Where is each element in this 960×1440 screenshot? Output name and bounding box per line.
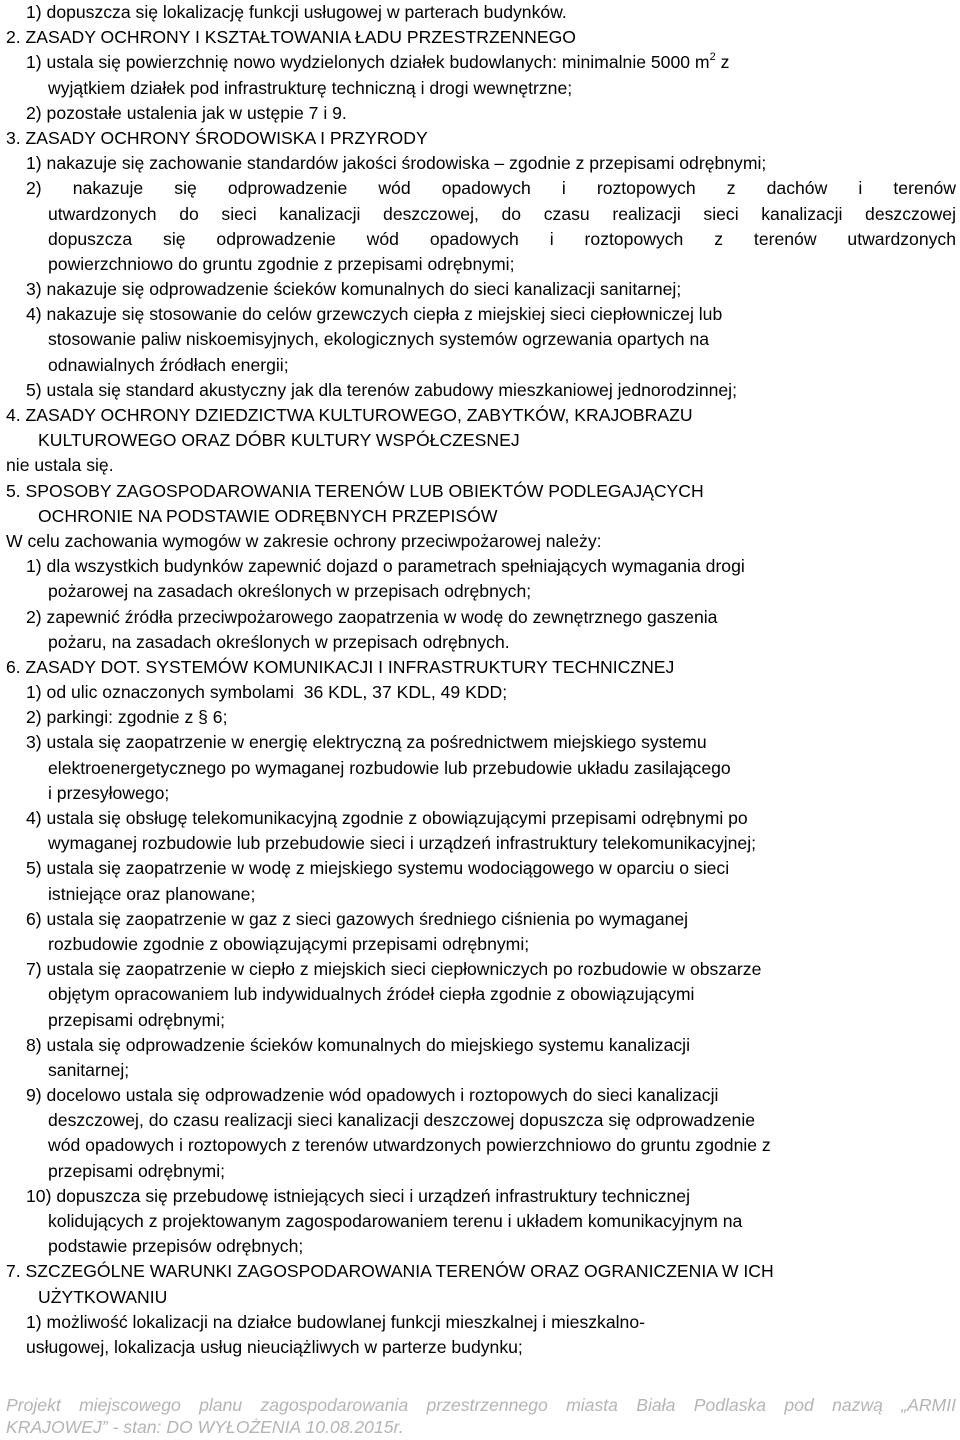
- text-line: W celu zachowania wymogów w zakresie ochrony przeciwpożarowej należy:: [6, 530, 602, 551]
- text-line: powierzchniowo do gruntu zgodnie z przepisami odrębnymi;: [48, 253, 515, 274]
- footer-line: Projekt miejscowego planu zagospodarowania przestrzennego miasta Biała Podlaska pod nazwą „ARMII: [6, 1395, 956, 1415]
- text-line: 9) docelowo ustala się odprowadzenie wód opadowych i roztopowych do sieci kanalizacji: [26, 1085, 719, 1106]
- text-line: 7) ustala się zaopatrzenie w ciepło z miejskich sieci ciepłowniczych po rozbudowie w obszarze: [26, 959, 762, 980]
- text-line: kolidujących z projektowanym zagospodarowaniem terenu i układem komunikacyjnym na: [48, 1211, 743, 1231]
- text-line: 1) nakazuje się zachowanie standardów jakości środowiska – zgodnie z przepisami odrębnymi;: [26, 153, 767, 174]
- text-line: 3) ustala się zaopatrzenie w energię elektryczną za pośrednictwem miejskiego systemu: [26, 732, 707, 753]
- text-line: wyjątkiem działek pod infrastrukturę techniczną i drogi wewnętrzne;: [48, 77, 573, 98]
- section-heading: 4. ZASADY OCHRONY DZIEDZICTWA KULTUROWEGO, ZABYTKÓW, KRAJOBRAZU: [6, 405, 693, 425]
- text-line: podstawie przepisów odrębnych;: [48, 1236, 304, 1257]
- text-line: przepisami odrębnymi;: [48, 1009, 225, 1030]
- text-line: 10) dopuszcza się przebudowę istniejących sieci i urządzeń infrastruktury technicznej: [26, 1185, 691, 1206]
- text-line: elektroenergetycznego po wymaganej rozbudowie lub przebudowie układu zasilającego: [48, 757, 731, 778]
- section-heading: 3. ZASADY OCHRONY ŚRODOWISKA I PRZYRODY: [6, 127, 428, 148]
- text-line: 5) ustala się zaopatrzenie w wodę z miejskiego systemu wodociągowego w oparciu o sieci: [26, 858, 730, 879]
- text-line: 4) nakazuje się stosowanie do celów grzewczych ciepła z miejskiej sieci ciepłowniczej lub: [26, 304, 723, 325]
- text-line: wymaganej rozbudowie lub przebudowie sieci i urządzeń infrastruktury telekomunikacyjnej;: [48, 833, 757, 854]
- text-line: 3) nakazuje się odprowadzenie ścieków komunalnych do sieci kanalizacji sanitarnej;: [26, 279, 682, 300]
- text-line: 6) ustala się zaopatrzenie w gaz z sieci gazowych średniego ciśnienia po wymaganej: [26, 908, 689, 929]
- section-heading-cont: UŻYTKOWANIU: [38, 1286, 168, 1307]
- text-line: dopuszcza się odprowadzenie wód opadowych i roztopowych z terenów utwardzonych: [48, 228, 956, 249]
- text-line: nie ustala się.: [6, 455, 114, 476]
- text-line: 5) ustala się standard akustyczny jak dla terenów zabudowy mieszkaniowej jednorodzinnej;: [26, 379, 737, 400]
- text-line: stosowanie paliw niskoemisyjnych, ekologicznych systemów ogrzewania opartych na: [48, 329, 710, 350]
- text-line: pożaru, na zasadach określonych w przepisach odrębnych.: [48, 631, 510, 652]
- superscript: 2: [709, 50, 716, 63]
- section-heading-cont: OCHRONIE NA PODSTAWIE ODRĘBNYCH PRZEPISÓW: [38, 505, 498, 526]
- section-heading: 2. ZASADY OCHRONY I KSZTAŁTOWANIA ŁADU PRZESTRZENNEGO: [6, 27, 576, 48]
- text-line: 2) pozostałe ustalenia jak w ustępie 7 i 9.: [26, 102, 347, 123]
- text-line: 1) dopuszcza się lokalizację funkcji usługowej w parterach budynków.: [26, 2, 567, 22]
- text-line: 1) od ulic oznaczonych symbolami 36 KDL, 37 KDL, 49 KDD;: [26, 682, 508, 703]
- section-heading: 6. ZASADY DOT. SYSTEMÓW KOMUNIKACJI I INFRASTRUKTURY TECHNICZNEJ: [6, 656, 675, 677]
- text-line: 4) ustala się obsługę telekomunikacyjną zgodnie z obowiązującymi przepisami odrębnymi po: [26, 808, 748, 828]
- page-footer: [6, 1394, 956, 1438]
- text-line: pożarowej na zasadach określonych w przepisach odrębnych;: [48, 581, 532, 602]
- text-line: 1) dla wszystkich budynków zapewnić dojazd o parametrach spełniających wymagania drogi: [26, 556, 745, 577]
- text-line: utwardzonych do sieci kanalizacji deszczowej, do czasu realizacji sieci kanalizacji deszczowej: [48, 203, 956, 224]
- text-line: 2) nakazuje się odprowadzenie wód opadowych i roztopowych z dachów i terenów: [26, 178, 956, 199]
- text-line: objętym opracowaniem lub indywidualnych źródeł ciepła zgodnie z obowiązującymi: [48, 984, 695, 1005]
- section-heading-cont: KULTUROWEGO ORAZ DÓBR KULTURY WSPÓŁCZESNEJ: [38, 430, 520, 451]
- text-line: przepisami odrębnymi;: [48, 1160, 225, 1181]
- footer-line: KRAJOWEJ” - stan: DO WYŁOŻENIA 10.08.2015r.: [6, 1417, 404, 1437]
- section-heading: 5. SPOSOBY ZAGOSPODAROWANIA TERENÓW LUB OBIEKTÓW PODLEGAJĄCYCH: [6, 480, 704, 501]
- text-line: sanitarnej;: [48, 1059, 130, 1080]
- section-heading: 7. SZCZEGÓLNE WARUNKI ZAGOSPODAROWANIA TERENÓW ORAZ OGRANICZENIA W ICH: [6, 1261, 774, 1282]
- text-line: i przesyłowego;: [48, 782, 170, 803]
- text-segment: z: [715, 52, 730, 73]
- text-line: 2) parkingi: zgodnie z § 6;: [26, 707, 228, 728]
- document-body: [6, 0, 956, 1360]
- text-line: 8) ustala się odprowadzenie ścieków komunalnych do miejskiego systemu kanalizacji: [26, 1034, 691, 1055]
- text-line: rozbudowie zgodnie z obowiązującymi przepisami odrębnymi;: [48, 933, 530, 954]
- text-line: usługowej, lokalizacja usług nieuciążliwych w parterze budynku;: [26, 1336, 523, 1357]
- text-line: 2) zapewnić źródła przeciwpożarowego zaopatrzenia w wodę do zewnętrznego gaszenia: [26, 606, 718, 627]
- text-line: [6, 50, 956, 75]
- text-line: istniejące oraz planowane;: [48, 883, 256, 904]
- text-line: wód opadowych i roztopowych z terenów utwardzonych powierzchniowo do gruntu zgodnie z: [48, 1135, 771, 1156]
- text-line: 1) możliwość lokalizacji na działce budowlanej funkcji mieszkalnej i mieszkalno-: [26, 1311, 645, 1332]
- text-line: deszczowej, do czasu realizacji sieci kanalizacji deszczowej dopuszcza się odprowadzenie: [48, 1110, 756, 1131]
- text-line: odnawialnych źródłach energii;: [48, 354, 289, 375]
- text-segment: 1) ustala się powierzchnię nowo wydzielonych działek budowlanych: minimalnie 5000 m: [26, 52, 710, 73]
